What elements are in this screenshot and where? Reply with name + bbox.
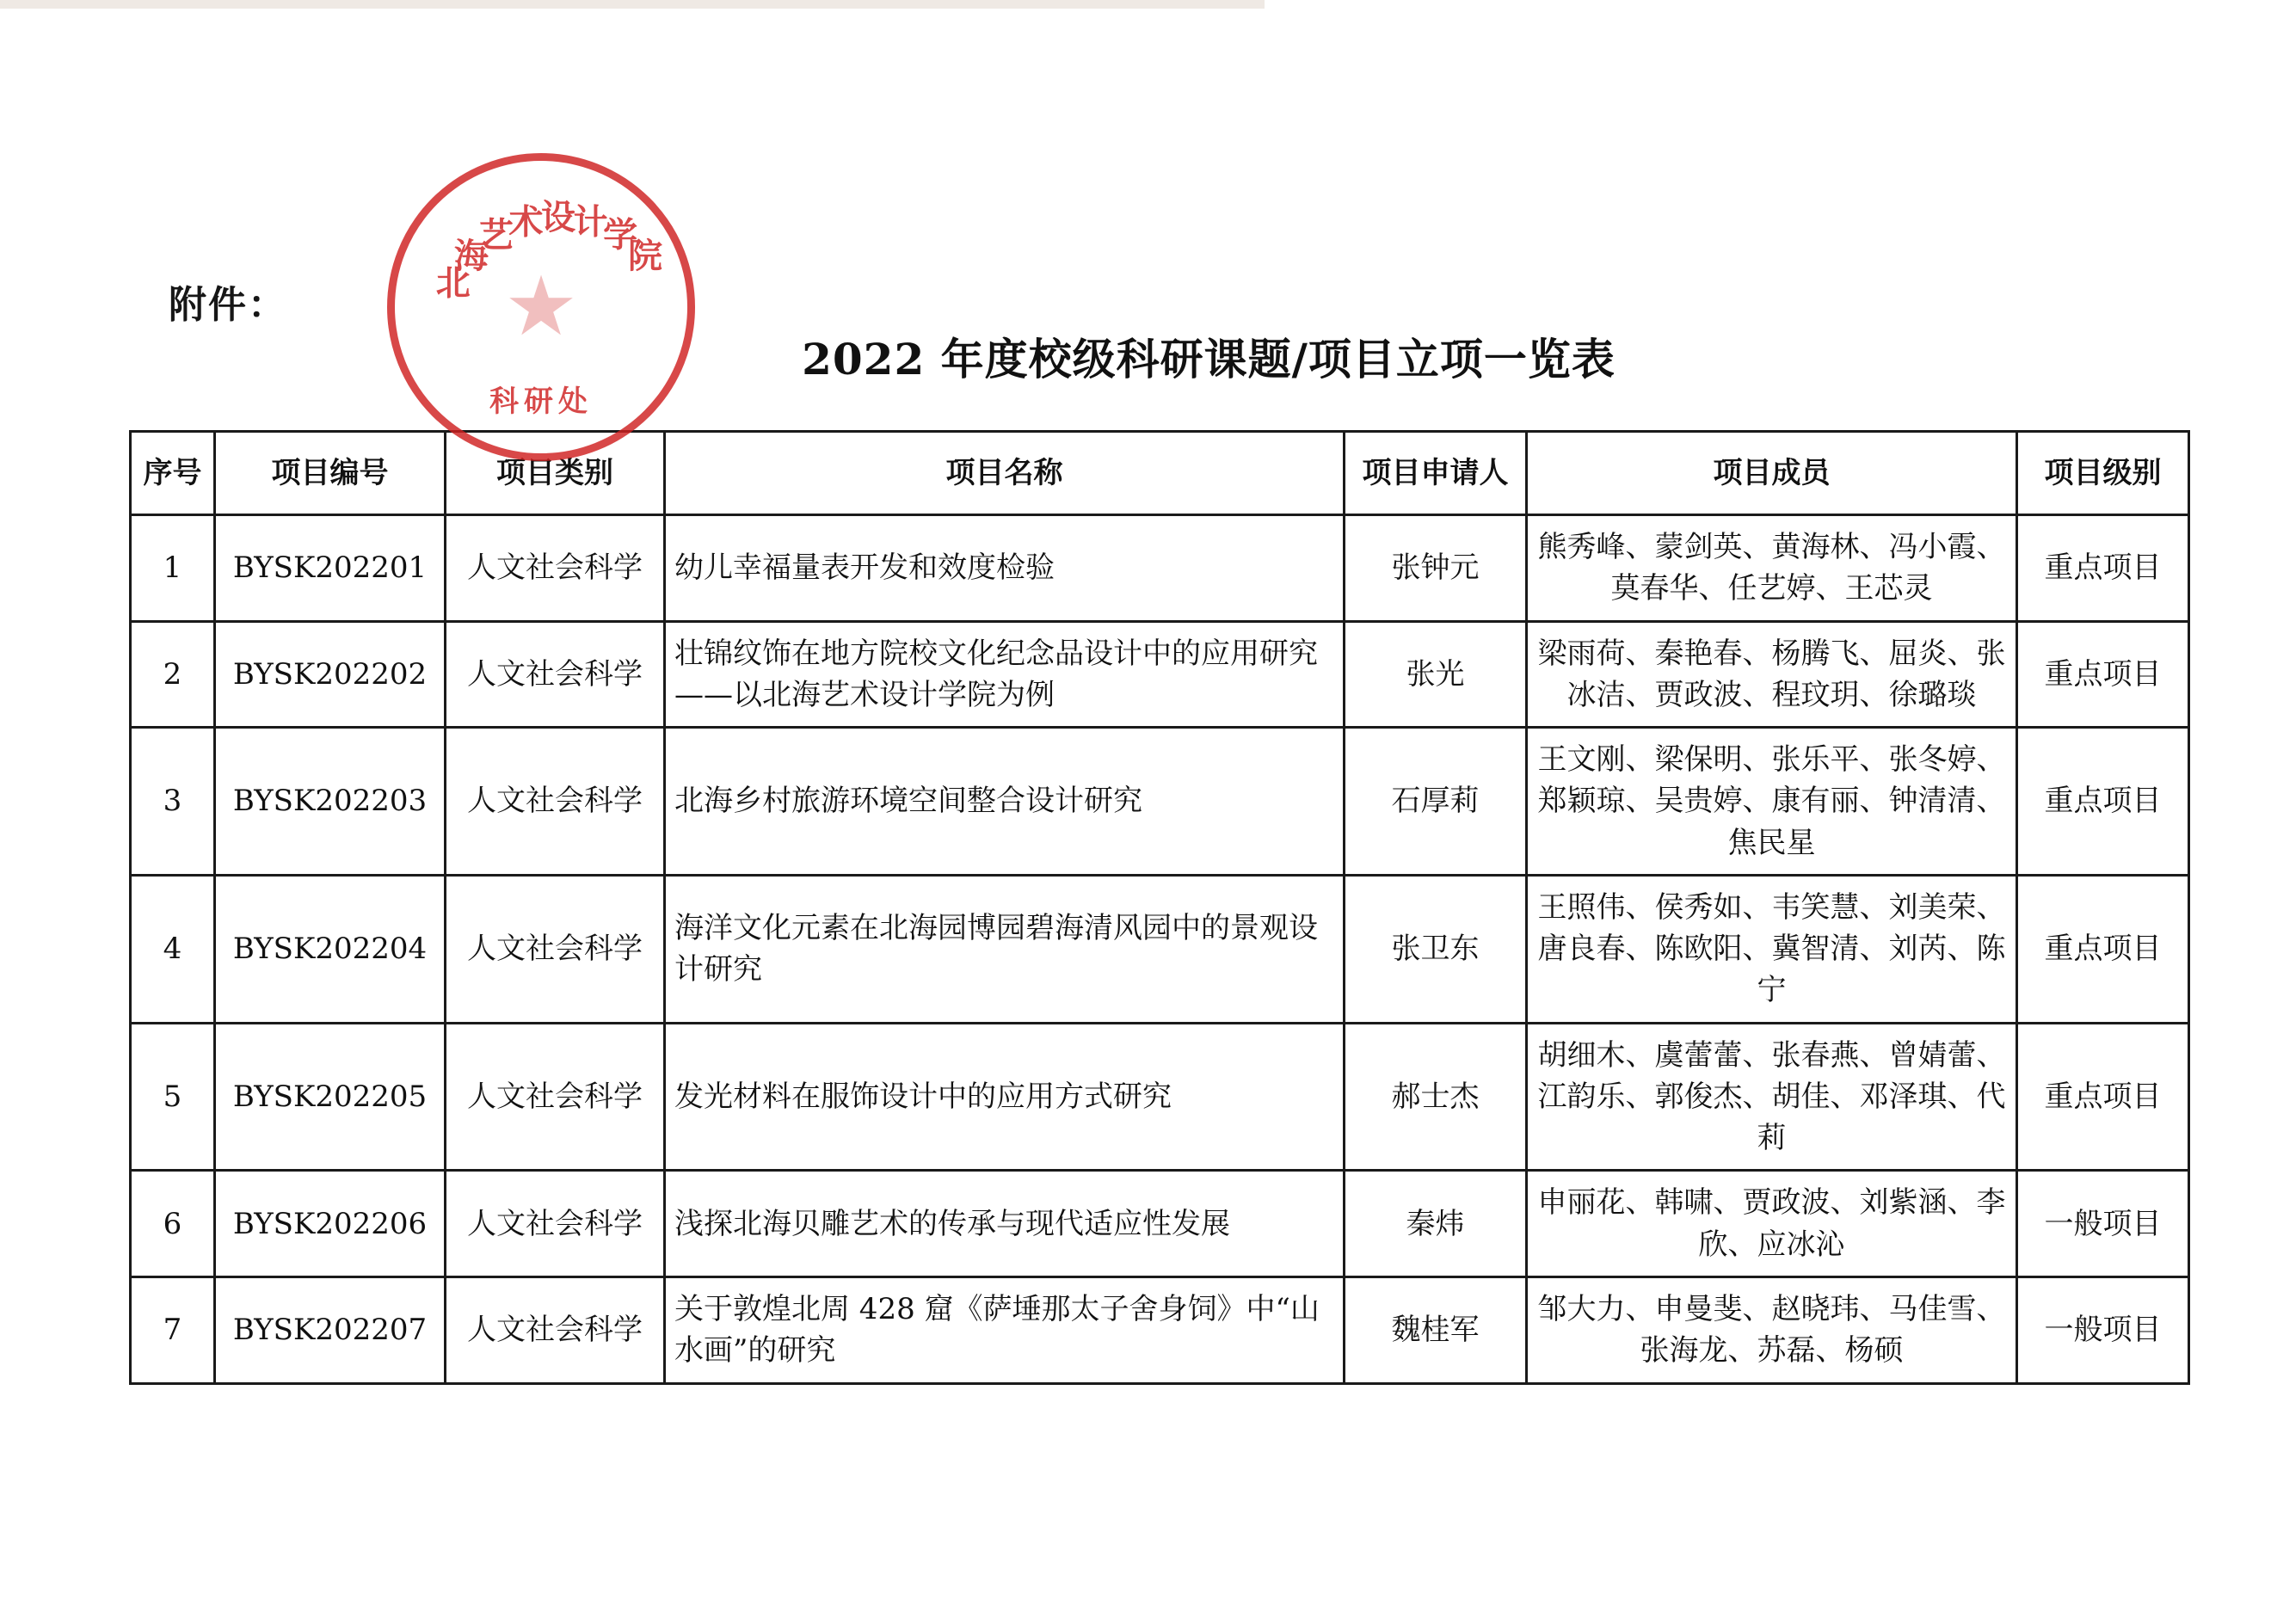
cell-applicant: 郝士杰 <box>1345 1023 1527 1171</box>
cell-applicant: 魏桂军 <box>1345 1276 1527 1383</box>
table-row <box>131 1171 2189 1277</box>
seal-bottom-text: 科研处 <box>489 385 593 418</box>
cell-level: 一般项目 <box>2017 1171 2189 1277</box>
cell-name: 幼儿幸福量表开发和效度检验 <box>665 515 1345 622</box>
table-header-row <box>131 432 2189 515</box>
cell-applicant: 石厚莉 <box>1345 728 1527 876</box>
cell-members: 申丽花、韩啸、贾政波、刘紫涵、李欣、应冰沁 <box>1527 1171 2017 1277</box>
page-title: 2022 年度校级科研课题/项目立项一览表 <box>802 334 1616 384</box>
table-row <box>131 728 2189 876</box>
cell-applicant: 张钟元 <box>1345 515 1527 622</box>
table-row <box>131 875 2189 1023</box>
cell-name: 海洋文化元素在北海园博园碧海清风园中的景观设计研究 <box>665 875 1345 1023</box>
cell-name: 壮锦纹饰在地方院校文化纪念品设计中的应用研究——以北海艺术设计学院为例 <box>665 621 1345 728</box>
column-header-category: 项目类别 <box>446 432 665 515</box>
cell-category: 人文社会科学 <box>446 875 665 1023</box>
cell-code: BYSK202201 <box>215 515 446 622</box>
cell-members: 胡细木、虞蕾蕾、张春燕、曾婧蕾、江韵乐、郭俊杰、胡佳、邓泽琪、代莉 <box>1527 1023 2017 1171</box>
cell-index: 4 <box>131 875 215 1023</box>
cell-members: 熊秀峰、蒙剑英、黄海林、冯小霞、莫春华、任艺婷、王芯灵 <box>1527 515 2017 622</box>
cell-code: BYSK202202 <box>215 621 446 728</box>
attachment-label: 附件： <box>169 283 287 327</box>
cell-level: 重点项目 <box>2017 1023 2189 1171</box>
column-header-level: 项目级别 <box>2017 432 2189 515</box>
cell-index: 7 <box>131 1276 215 1383</box>
cell-name: 关于敦煌北周 428 窟《萨埵那太子舍身饲》中“山水画”的研究 <box>665 1276 1345 1383</box>
cell-code: BYSK202204 <box>215 875 446 1023</box>
cell-category: 人文社会科学 <box>446 1171 665 1277</box>
table-row <box>131 515 2189 622</box>
column-header-applicant: 项目申请人 <box>1345 432 1527 515</box>
cell-level: 重点项目 <box>2017 621 2189 728</box>
cell-applicant: 张光 <box>1345 621 1527 728</box>
cell-code: BYSK202205 <box>215 1023 446 1171</box>
cell-index: 3 <box>131 728 215 876</box>
cell-name: 北海乡村旅游环境空间整合设计研究 <box>665 728 1345 876</box>
cell-level: 重点项目 <box>2017 515 2189 622</box>
cell-code: BYSK202207 <box>215 1276 446 1383</box>
cell-category: 人文社会科学 <box>446 1276 665 1383</box>
cell-code: BYSK202206 <box>215 1171 446 1277</box>
official-seal-icon <box>387 153 695 461</box>
seal-star-icon: ★ <box>503 261 579 353</box>
column-header-index: 序号 <box>131 432 215 515</box>
column-header-members: 项目成员 <box>1527 432 2017 515</box>
cell-category: 人文社会科学 <box>446 1023 665 1171</box>
column-header-code: 项目编号 <box>215 432 446 515</box>
cell-applicant: 张卫东 <box>1345 875 1527 1023</box>
cell-applicant: 秦炜 <box>1345 1171 1527 1277</box>
cell-name: 浅探北海贝雕艺术的传承与现代适应性发展 <box>665 1171 1345 1277</box>
cell-level: 重点项目 <box>2017 875 2189 1023</box>
seal-ring-text: 北 海 艺 术 设 计 学 院 <box>435 197 663 304</box>
cell-members: 王文刚、梁保明、张乐平、张冬婷、郑颖琼、吴贵婷、康有丽、钟清清、焦民星 <box>1527 728 2017 876</box>
cell-members: 邹大力、申曼斐、赵晓玮、马佳雪、张海龙、苏磊、杨硕 <box>1527 1276 2017 1383</box>
table-row <box>131 1023 2189 1171</box>
table-row <box>131 621 2189 728</box>
cell-index: 2 <box>131 621 215 728</box>
cell-index: 1 <box>131 515 215 622</box>
cell-members: 梁雨荷、秦艳春、杨腾飞、屈炎、张冰洁、贾政波、程玟玥、徐璐琰 <box>1527 621 2017 728</box>
cell-category: 人文社会科学 <box>446 515 665 622</box>
project-list-table <box>129 430 2190 1385</box>
cell-members: 王照伟、侯秀如、韦笑慧、刘美荣、唐良春、陈欧阳、冀智清、刘芮、陈宁 <box>1527 875 2017 1023</box>
cell-level: 重点项目 <box>2017 728 2189 876</box>
cell-code: BYSK202203 <box>215 728 446 876</box>
cell-index: 6 <box>131 1171 215 1277</box>
column-header-name: 项目名称 <box>665 432 1345 515</box>
cell-level: 一般项目 <box>2017 1276 2189 1383</box>
cell-name: 发光材料在服饰设计中的应用方式研究 <box>665 1023 1345 1171</box>
cell-index: 5 <box>131 1023 215 1171</box>
table-row <box>131 1276 2189 1383</box>
cell-category: 人文社会科学 <box>446 621 665 728</box>
cell-category: 人文社会科学 <box>446 728 665 876</box>
